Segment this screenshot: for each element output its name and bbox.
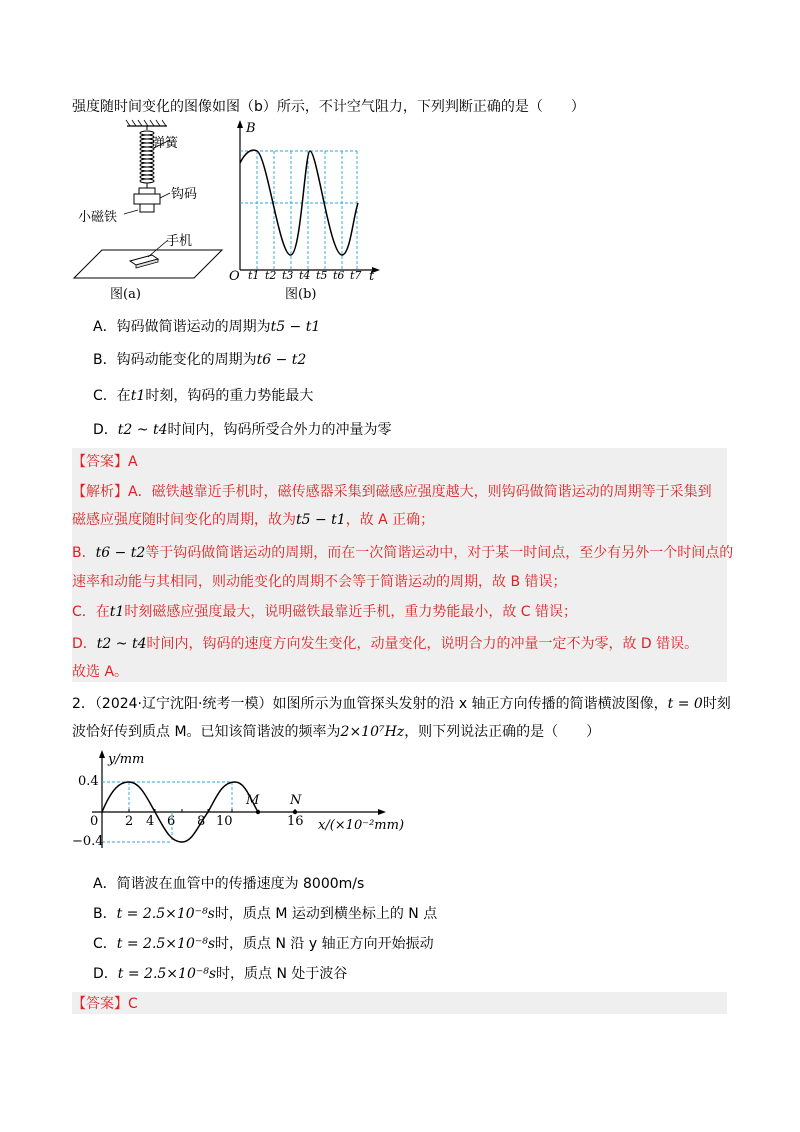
q2-stem-t0: t = 0: [667, 696, 703, 712]
q2-option-b-post: 时，质点 M 运动到横坐标上的 N 点: [214, 906, 438, 922]
q2-stem-text2: 波恰好传到质点 M。已知该简谐波的频率为: [72, 724, 341, 740]
q1-option-a-formula: t5 − t1: [270, 319, 321, 335]
q1-option-c-var: t1: [130, 388, 146, 404]
label-weight: 钩码: [171, 187, 198, 202]
q2-y-top: 0.4: [78, 774, 99, 789]
q1-option-d-formula: t2 ~ t4: [117, 422, 168, 438]
q2-stem-end1: 时刻: [702, 696, 731, 712]
q2-point-m: M: [246, 793, 260, 808]
q1-analysis-a-line1: [72, 482, 712, 502]
fig-b-ylabel: B: [246, 121, 256, 136]
q1-option-c[interactable]: [93, 386, 313, 406]
q1-answer-value: A: [128, 454, 138, 470]
label-spring: 弹簧: [152, 136, 179, 151]
q2-ylabel: y/mm: [108, 752, 145, 767]
fig-b-tick-t7: t7: [350, 269, 362, 282]
q2-option-d-formula: t = 2.5×10⁻⁸s: [117, 966, 217, 982]
label-magnet: 小磁铁: [78, 210, 118, 225]
q1-answer: [72, 452, 138, 472]
q2-xtick-10: 10: [216, 814, 233, 829]
q1-option-a[interactable]: [93, 317, 320, 337]
q2-origin: 0: [90, 814, 99, 829]
q1-analysis-a-text: A．磁铁越靠近手机时，磁传感器采集到磁感应强度越大，则钩码做简谐运动的周期等于采集到: [128, 484, 712, 500]
q2-xtick-16: 16: [287, 814, 304, 829]
q2-option-b[interactable]: B．t = 2.5×10⁻⁸s时，质点 M 运动到横坐标上的 N 点: [93, 906, 438, 922]
fig-b-tick-t1: t1: [248, 269, 260, 282]
q1-option-d[interactable]: D．t2 ~ t4时间内，钩码所受合外力的冲量为零: [93, 422, 392, 438]
q1-option-b[interactable]: [93, 350, 306, 370]
q2-option-c-post: 时，质点 N 沿 y 轴正方向开始振动: [215, 936, 434, 952]
q1-option-a-text: A．钩码做简谐运动的周期为: [93, 319, 271, 335]
q2-number: 2．: [72, 696, 95, 712]
q2-stem-post2: ，则下列说法正确的是（ ）: [404, 724, 601, 740]
q2-xtick-2: 2: [125, 814, 134, 829]
q2-answer: [72, 994, 138, 1014]
q1-option-b-formula: t6 − t2: [256, 352, 307, 368]
q1-stem-tail: 强度随时间变化的图像如图（b）所示，不计空气阻力，下列判断正确的是（ ）: [72, 99, 585, 115]
q2-xtick-6: 6: [167, 814, 176, 829]
q2-option-b-formula: t = 2.5×10⁻⁸s: [116, 906, 215, 922]
q1-analysis-a-line2: 磁感应强度随时间变化的周期，故为t5 − t1，故 A 正确；: [72, 512, 435, 528]
q1-analysis-b-line1: B．t6 − t2等于钩码做简谐运动的周期，而在一次简谐运动中，对于某一时间点，至少有另外一个时间点的: [72, 545, 734, 561]
q2-stem-freq: 2×10⁷Hz: [340, 724, 405, 740]
fig-b-tick-t3: t3: [282, 269, 294, 282]
q1-option-c-pre: C．在: [93, 388, 131, 404]
q2-answer-box: [72, 992, 727, 1014]
q1-answer-tag: 【答案】: [72, 454, 128, 470]
caption-fig-a: 图(a): [110, 287, 141, 302]
q2-answer-value: C: [128, 996, 138, 1012]
fig-b-tick-t5: t5: [316, 269, 328, 282]
q1-option-d-post: 时间内，钩码所受合外力的冲量为零: [167, 422, 392, 438]
q2-option-d-post: 时，质点 N 处于波谷: [216, 966, 348, 982]
fig-b-origin: O: [229, 269, 240, 284]
fig-b-tick-t4: t4: [299, 269, 311, 282]
q1-analysis-d: D．t2 ~ t4时间内，钩码的速度方向发生变化，动量变化，说明合力的冲量一定不为零，故 D 错误。: [72, 636, 699, 652]
q2-stem-line2: [72, 722, 600, 742]
q2-xtick-8: 8: [197, 814, 206, 829]
q2-xlabel: x/(×10⁻²mm): [318, 818, 405, 833]
q2-answer-tag: 【答案】: [72, 996, 128, 1012]
q2-option-a[interactable]: A．简谐波在血管中的传播速度为 8000m/s: [93, 876, 365, 892]
q1-analysis-b-line2: 速率和动能与其相同，则动能变化的周期不会等于简谐运动的周期，故 B 错误；: [72, 574, 567, 590]
q2-point-n: N: [290, 793, 302, 808]
q1-conclusion: 故选 A。: [72, 664, 129, 680]
q1-option-c-post: 时刻，钩码的重力势能最大: [145, 388, 314, 404]
q2-stem-text1: （2024·辽宁沈阳·统考一模）如图所示为血管探头发射的沿 x 轴正方向传播的简谐横波图像，: [94, 696, 668, 712]
fig-b-tick-t6: t6: [333, 269, 345, 282]
q2-option-c-formula: t = 2.5×10⁻⁸s: [116, 936, 216, 952]
q1-analysis-tag: 【解析】: [72, 484, 128, 500]
label-phone: 手机: [166, 234, 193, 249]
q2-xtick-4: 4: [146, 814, 155, 829]
q1-analysis-c: C．在t1时刻磁感应强度最大，说明磁铁最靠近手机，重力势能最小，故 C 错误；: [72, 604, 578, 620]
caption-fig-b: 图(b): [285, 287, 317, 302]
q1-option-b-text: B．钩码动能变化的周期为: [93, 352, 257, 368]
q2-y-bottom: −0.4: [72, 834, 104, 849]
q2-stem-line1: [72, 694, 731, 714]
figure-b: [225, 118, 385, 283]
q2-option-d[interactable]: D．t = 2.5×10⁻⁸s时，质点 N 处于波谷: [93, 966, 348, 982]
q2-option-c[interactable]: C．t = 2.5×10⁻⁸s时，质点 N 沿 y 轴正方向开始振动: [93, 936, 434, 952]
fig-b-xlabel: t: [369, 269, 375, 284]
fig-b-tick-t2: t2: [265, 269, 277, 282]
